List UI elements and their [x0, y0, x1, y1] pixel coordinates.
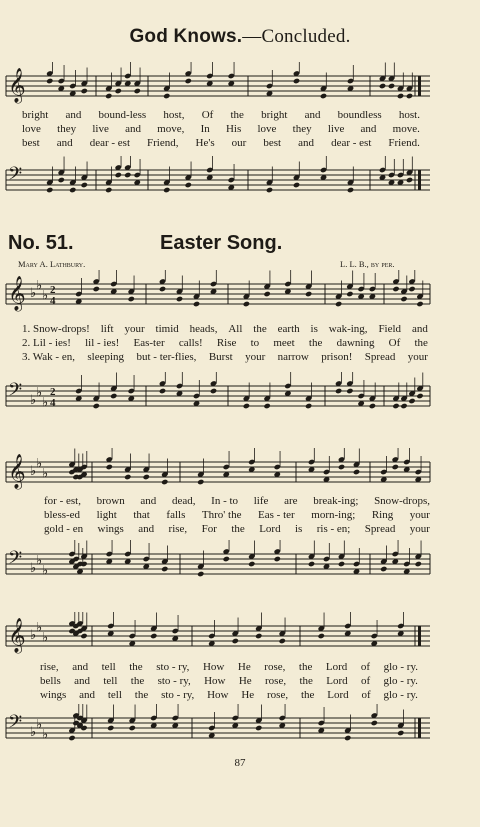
note-head	[210, 388, 217, 394]
lyric-word: sto - ry,	[161, 689, 195, 701]
flat-icon: ♭	[36, 620, 43, 636]
note-head	[308, 561, 315, 567]
flat-icon: ♭	[30, 725, 37, 740]
lyric-word: host.	[398, 109, 420, 121]
lyric-word: Of	[201, 109, 214, 121]
note-head	[124, 172, 131, 178]
bass-clef-icon: 𝄢	[8, 712, 23, 737]
note-head	[335, 388, 342, 394]
lyric-word: the	[253, 323, 267, 335]
time-signature-bottom: 4	[50, 295, 56, 307]
note-head	[81, 182, 88, 188]
lyric-word: glo - ry.	[383, 689, 418, 701]
lyric-word: timid	[155, 323, 179, 335]
bass-staff-system-2	[0, 540, 480, 590]
note-head	[69, 187, 76, 193]
top-lyric-line-1	[22, 108, 420, 122]
hymn-title: Easter Song.	[160, 232, 283, 254]
note-head	[185, 182, 192, 188]
lyric-word: to	[250, 337, 260, 349]
flat-icon: ♭	[42, 288, 49, 304]
note-head	[107, 725, 114, 731]
lyric-word: Rise	[216, 337, 237, 349]
note-head	[163, 187, 170, 193]
note-head	[416, 301, 423, 307]
note-head	[128, 296, 135, 302]
lyric-word: In	[200, 123, 210, 135]
note-head	[397, 93, 404, 99]
double-bar-thick	[418, 626, 421, 646]
lyric-word: Friend,	[147, 137, 179, 149]
flat-icon: ♭	[36, 553, 43, 569]
note-head	[232, 638, 239, 644]
flat-icon: ♭	[42, 563, 49, 579]
flat-icon: ♭	[42, 630, 49, 646]
lyric-word: lift	[100, 323, 114, 335]
note-head	[392, 286, 399, 292]
note-head	[369, 403, 376, 409]
lyric-word: Eas - ter	[258, 509, 295, 521]
treble-staff-system-3	[0, 612, 480, 662]
note-head	[392, 464, 399, 470]
note-head	[80, 633, 87, 639]
lyric-word: He	[238, 675, 252, 687]
note-head	[266, 187, 273, 193]
note-head	[347, 187, 354, 193]
title-subtitle: —Concluded.	[242, 26, 351, 47]
note-head	[380, 566, 387, 572]
page-number: 87	[234, 757, 246, 769]
lyric-word: host,	[163, 109, 185, 121]
lyric-word: they	[57, 123, 77, 135]
lyric-word: Burst	[208, 351, 233, 363]
note-head	[105, 93, 112, 99]
note-head	[58, 177, 65, 183]
lyric-word: wings	[40, 689, 67, 701]
time-signature-bottom: 4	[50, 397, 56, 409]
lyric-word: Of	[388, 337, 401, 349]
note-head	[115, 88, 122, 94]
lyric-word: the	[130, 675, 145, 687]
lyric-word: lil - ies!	[85, 337, 120, 349]
lyric-word: bright	[261, 109, 288, 121]
note-head	[159, 286, 166, 292]
flat-icon: ♭	[30, 628, 37, 643]
lyric-word: is	[295, 523, 303, 535]
lyric-word: and	[360, 123, 377, 135]
lyric-word: that	[133, 509, 150, 521]
note-head	[68, 735, 75, 741]
flat-icon: ♭	[30, 393, 37, 408]
note-head	[335, 301, 342, 307]
lyric-word: love	[257, 123, 277, 135]
lyric-word: the	[414, 337, 428, 349]
lyric-word: and	[304, 109, 321, 121]
note-head	[161, 566, 168, 572]
note-head	[243, 403, 250, 409]
lyric-word: bound-less	[98, 109, 147, 121]
note-head	[255, 725, 262, 731]
lyric-word: wak-ing,	[328, 323, 368, 335]
lyric-word: falls	[166, 509, 186, 521]
note-head	[248, 561, 255, 567]
note-head	[115, 172, 122, 178]
lyric-word: prison!	[321, 351, 353, 363]
flat-icon: ♭	[30, 464, 37, 479]
note-head	[159, 388, 166, 394]
lyric-word: rose,	[264, 661, 286, 673]
lyric-word: morn-ing;	[311, 509, 356, 521]
system-1-lyric-line-3	[22, 350, 428, 364]
lyric-word: the	[230, 109, 244, 121]
note-head	[318, 633, 325, 639]
note-head	[185, 78, 192, 84]
lyric-word: best	[22, 137, 40, 149]
lyric-word: your	[409, 509, 430, 521]
lyric-word: boundless	[337, 109, 382, 121]
lyric-word: the	[300, 689, 315, 701]
lyric-word: live	[92, 123, 109, 135]
note-head	[124, 474, 131, 480]
note-head	[371, 720, 378, 726]
lyric-word: your	[409, 523, 430, 535]
lyric-word: calls!	[178, 337, 203, 349]
flat-icon: ♭	[30, 286, 37, 301]
hymn-composer: L. L. B., by per.	[340, 259, 395, 269]
lyric-word: 1. Snow-drops!	[22, 323, 90, 335]
lyric-word: tell	[103, 675, 118, 687]
note-head	[46, 78, 53, 84]
bass-staff-system-1	[0, 372, 480, 422]
lyric-word: meet	[273, 337, 295, 349]
lyric-word: 2. Lil - ies!	[22, 337, 71, 349]
lyric-word: live	[327, 123, 345, 135]
note-head	[93, 286, 100, 292]
flat-icon: ♭	[30, 561, 37, 576]
lyric-word: narrow	[277, 351, 309, 363]
lyric-word: but - ter-flies,	[136, 351, 197, 363]
lyric-word: the	[299, 675, 313, 687]
note-head	[93, 403, 100, 409]
note-head	[193, 301, 200, 307]
lyric-word: of	[360, 661, 371, 673]
lyric-word: bless-ed	[44, 509, 81, 521]
hymn-number: No. 51.	[8, 232, 74, 254]
flat-icon: ♭	[36, 278, 43, 294]
lyric-word: Friend.	[388, 137, 420, 149]
lyric-word: Eas-ter	[133, 337, 165, 349]
lyric-word: life	[253, 495, 269, 507]
lyric-word: our	[231, 137, 247, 149]
flat-icon: ♭	[42, 727, 49, 743]
note-head	[346, 388, 353, 394]
lyric-word: glo - ry.	[383, 661, 418, 673]
bass-staff-system-3	[0, 704, 480, 754]
lyric-word: the	[134, 689, 149, 701]
note-head	[263, 291, 270, 297]
lyric-word: Ring	[371, 509, 394, 521]
note-head	[143, 474, 150, 480]
note-head	[392, 403, 399, 409]
lyric-word: dear - est	[331, 137, 372, 149]
note-head	[408, 286, 415, 292]
note-head	[110, 393, 117, 399]
note-head	[81, 88, 88, 94]
note-head	[305, 403, 312, 409]
lyric-word: and	[65, 109, 82, 121]
top-lyric-line-3	[22, 136, 420, 150]
lyric-word: dead,	[171, 495, 196, 507]
lyric-word: gold - en	[44, 523, 84, 535]
note-head	[243, 301, 250, 307]
lyric-word: and	[298, 137, 315, 149]
lyric-word: for - est,	[44, 495, 81, 507]
hymn-author: Mary A. Lathbury.	[18, 259, 86, 269]
lyric-word: and	[411, 323, 428, 335]
system-2-lyric-line-2	[44, 508, 430, 522]
note-head	[161, 479, 168, 485]
note-head	[293, 78, 300, 84]
note-head	[305, 291, 312, 297]
flat-icon: ♭	[36, 717, 43, 733]
treble-staff-system-1	[0, 270, 480, 320]
lyric-word: Spread	[364, 351, 396, 363]
lyric-word: move.	[392, 123, 420, 135]
lyric-word: Thro' the	[201, 509, 242, 521]
note-head	[406, 93, 413, 99]
system-2-lyric-line-1	[44, 494, 430, 508]
note-head	[338, 561, 345, 567]
system-1-lyric-line-1	[22, 322, 428, 336]
lyric-word: tell	[107, 689, 122, 701]
lyric-word: How	[207, 689, 229, 701]
lyric-word: earth	[277, 323, 300, 335]
note-head	[274, 556, 281, 562]
page-title	[0, 26, 480, 48]
lyric-word: In - to	[211, 495, 239, 507]
lyric-word: rise,	[40, 661, 59, 673]
time-signature-top: 2	[50, 284, 56, 296]
lyric-word: tell	[101, 661, 116, 673]
lyric-word: bells	[40, 675, 61, 687]
lyric-word: they	[292, 123, 312, 135]
note-head	[379, 83, 386, 89]
lyric-word: heads,	[189, 323, 218, 335]
note-head	[163, 93, 170, 99]
lyric-word: Lord	[326, 675, 348, 687]
time-signature-top: 2	[50, 386, 56, 398]
double-bar-thick	[418, 718, 421, 738]
note-head	[134, 88, 141, 94]
note-head	[320, 93, 327, 99]
lyric-word: and	[74, 675, 91, 687]
flat-icon: ♭	[42, 466, 49, 482]
lyric-word: brown	[96, 495, 125, 507]
lyric-word: bright	[22, 109, 49, 121]
double-bar-thick	[418, 170, 421, 190]
lyric-word: Spread	[364, 523, 396, 535]
lyric-word: light	[96, 509, 117, 521]
lyric-word: He	[237, 661, 251, 673]
lyric-word: rose,	[267, 689, 289, 701]
bass-clef-icon: 𝄢	[8, 380, 23, 405]
note-head	[176, 296, 183, 302]
lyric-word: Lord	[325, 661, 348, 673]
lyric-word: and	[72, 661, 89, 673]
lyric-word: Snow-drops,	[374, 495, 430, 507]
note-head	[408, 398, 415, 404]
lyric-word: of	[361, 689, 371, 701]
lyric-word: love	[22, 123, 41, 135]
note-head	[293, 182, 300, 188]
system-3-lyric-line-3	[40, 688, 418, 702]
note-head	[353, 469, 360, 475]
flat-icon: ♭	[36, 385, 43, 401]
note-head	[338, 464, 345, 470]
bass-clef-icon: 𝄢	[8, 548, 23, 573]
note-head	[344, 735, 351, 741]
lyric-word: ris - en;	[316, 523, 351, 535]
lyric-word: sleeping	[87, 351, 125, 363]
system-3-lyric-line-2	[40, 674, 418, 688]
system-2-lyric-line-3	[44, 522, 430, 536]
lyric-word: the	[231, 523, 245, 535]
lyric-word: Lord	[327, 689, 349, 701]
system-3-lyric-line-1	[40, 660, 418, 674]
treble-clef-icon: 𝄞	[8, 454, 26, 489]
lyric-word: rose,	[265, 675, 287, 687]
flat-icon: ♭	[36, 456, 43, 472]
note-head	[346, 291, 353, 297]
lyric-word: How	[202, 661, 225, 673]
lyric-word: and	[79, 689, 96, 701]
treble-staff-top	[0, 62, 480, 112]
note-head	[416, 393, 423, 399]
note-head	[46, 187, 53, 193]
bass-staff-top	[0, 156, 480, 206]
note-head	[397, 730, 404, 736]
lyric-word: How	[204, 675, 226, 687]
lyric-word: sto - ry,	[157, 675, 191, 687]
lyric-word: glo - ry.	[383, 675, 418, 687]
lyric-word: move,	[157, 123, 185, 135]
lyric-word: and	[125, 123, 141, 135]
double-bar-thick	[418, 76, 421, 96]
note-head	[400, 403, 407, 409]
note-head	[279, 638, 286, 644]
top-lyric-line-2	[22, 122, 420, 136]
lyric-word: dawning	[336, 337, 375, 349]
lyric-word: Field	[378, 323, 402, 335]
note-head	[150, 633, 157, 639]
lyric-word: your	[124, 323, 145, 335]
lyric-word: sto - ry,	[156, 661, 190, 673]
lyric-word: 3. Wak - en,	[22, 351, 75, 363]
treble-staff-system-2	[0, 448, 480, 498]
lyric-word: best	[263, 137, 282, 149]
note-head	[129, 725, 136, 731]
flat-icon: ♭	[42, 395, 49, 411]
lyric-word: All	[228, 323, 243, 335]
note-head	[415, 561, 422, 567]
lyric-word: His	[225, 123, 242, 135]
lyric-word: break-ing;	[313, 495, 359, 507]
lyric-word: are	[284, 495, 298, 507]
lyric-word: He	[241, 689, 255, 701]
lyric-word: the	[298, 661, 313, 673]
system-1-lyric-line-2	[22, 336, 428, 350]
treble-clef-icon: 𝄞	[8, 276, 26, 311]
note-head	[388, 83, 395, 89]
note-head	[255, 633, 262, 639]
lyric-word: the	[129, 661, 143, 673]
note-head	[105, 187, 112, 193]
lyric-word: is	[310, 323, 318, 335]
note-head	[106, 464, 113, 470]
note-head	[197, 571, 204, 577]
lyric-word: and	[138, 523, 155, 535]
bass-clef-icon: 𝄢	[8, 164, 23, 189]
note-head	[263, 403, 270, 409]
treble-clef-icon: 𝄞	[8, 68, 26, 103]
lyric-word: He's	[195, 137, 215, 149]
lyric-word: your	[407, 351, 428, 363]
note-head	[197, 479, 204, 485]
lyric-word: For	[201, 523, 217, 535]
lyric-word: wings	[97, 523, 124, 535]
lyric-word: of	[360, 675, 371, 687]
lyric-word: and	[140, 495, 157, 507]
treble-clef-icon: 𝄞	[8, 618, 26, 653]
note-head	[223, 556, 230, 562]
lyric-word: your	[245, 351, 266, 363]
title-text: God Knows.	[129, 26, 243, 47]
lyric-word: and	[56, 137, 73, 149]
lyric-word: the	[308, 337, 323, 349]
note-head	[406, 177, 413, 183]
lyric-word: Lord	[259, 523, 281, 535]
lyric-word: dear - est	[89, 137, 130, 149]
lyric-word: rise,	[168, 523, 188, 535]
note-head	[400, 296, 407, 302]
